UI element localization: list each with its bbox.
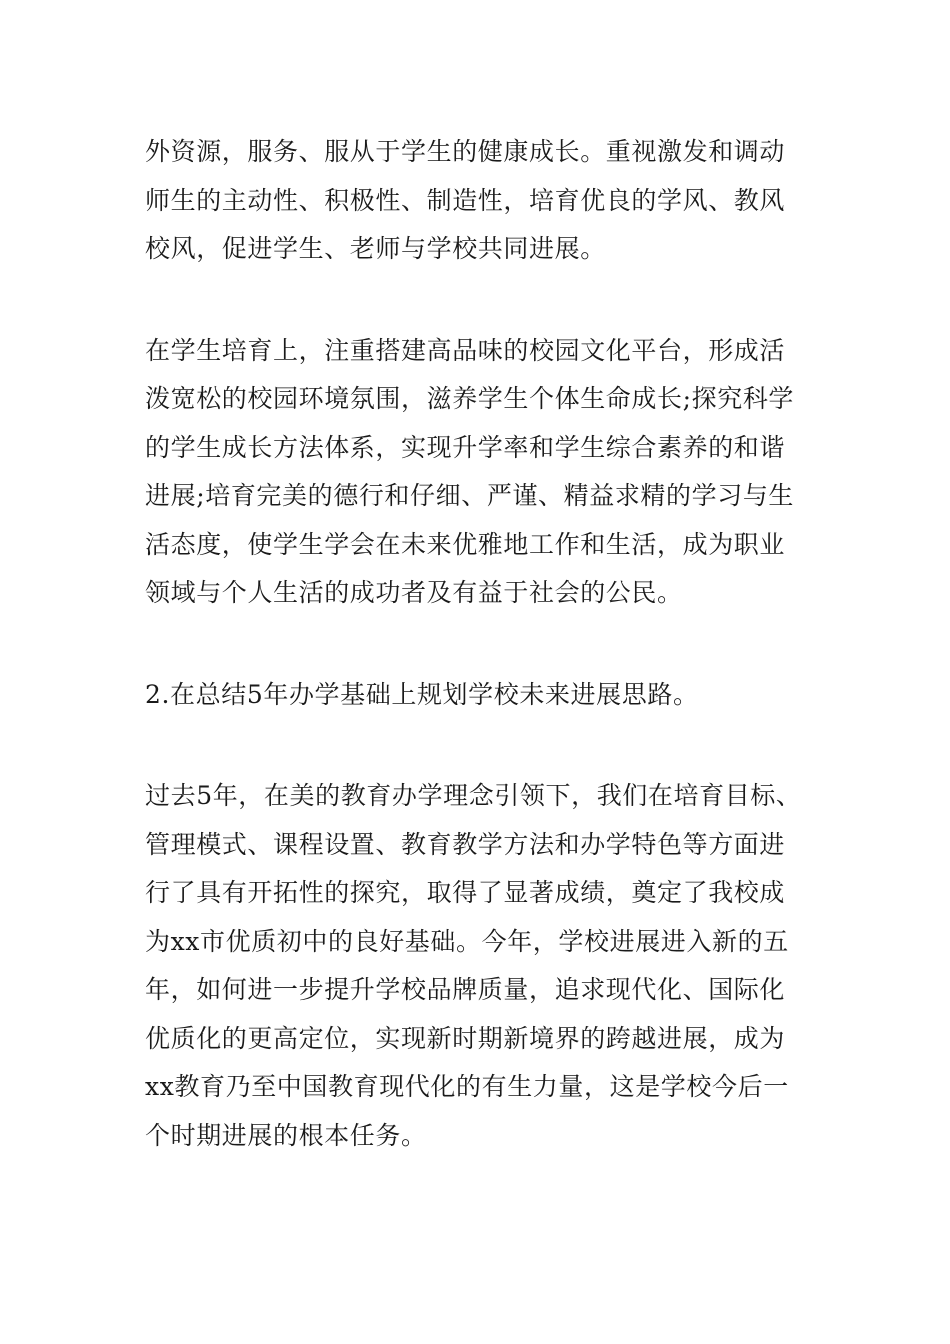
text-line: 泼宽松的校园环境氛围，滋养学生个体生命成长;探究科学 xyxy=(145,384,795,413)
document-body xyxy=(145,128,815,1213)
text-line: 年，如何进一步提升学校品牌质量，追求现代化、国际化 xyxy=(145,975,786,1004)
text-line: 为xx市优质初中的良好基础。今年，学校进展进入新的五 xyxy=(145,926,789,956)
text-line: 外资源，服务、服从于学生的健康成长。重视激发和调动 xyxy=(145,137,786,166)
text-line: 活态度，使学生学会在未来优雅地工作和生活，成为职业 xyxy=(145,529,786,559)
section-heading-2 xyxy=(145,671,815,720)
text-line: 的学生成长方法体系，实现升学率和学生综合素养的和谐 xyxy=(145,432,786,462)
text-line: 过去5年，在美的教育办学理念引领下，我们在培育目标、 xyxy=(145,781,802,810)
text-line: 行了具有开拓性的探究，取得了显著成绩，奠定了我校成 xyxy=(145,878,786,907)
text-line: 在学生培育上，注重搭建高品味的校园文化平台，形成活 xyxy=(145,335,786,365)
text-line: 管理模式、课程设置、教育教学方法和办学特色等方面进 xyxy=(145,829,786,859)
heading-line: 2.在总结5年办学基础上规划学校未来进展思路。 xyxy=(145,679,699,709)
text-line: 领域与个人生活的成功者及有益于社会的公民。 xyxy=(145,578,683,607)
text-line: 进展;培育完美的德行和仔细、严谨、精益求精的学习与生 xyxy=(145,481,795,510)
paragraph-3 xyxy=(145,772,815,1160)
text-line: 校风，促进学生、老师与学校共同进展。 xyxy=(145,234,606,263)
text-line: xx教育乃至中国教育现代化的有生力量，这是学校今后一 xyxy=(145,1072,789,1101)
text-line: 师生的主动性、积极性、制造性，培育优良的学风、教风 xyxy=(145,185,786,215)
text-line: 优质化的更高定位，实现新时期新境界的跨越进展，成为 xyxy=(145,1023,786,1053)
text-line: 个时期进展的根本任务。 xyxy=(145,1120,427,1150)
paragraph-2 xyxy=(145,327,815,618)
paragraph-1 xyxy=(145,128,815,274)
